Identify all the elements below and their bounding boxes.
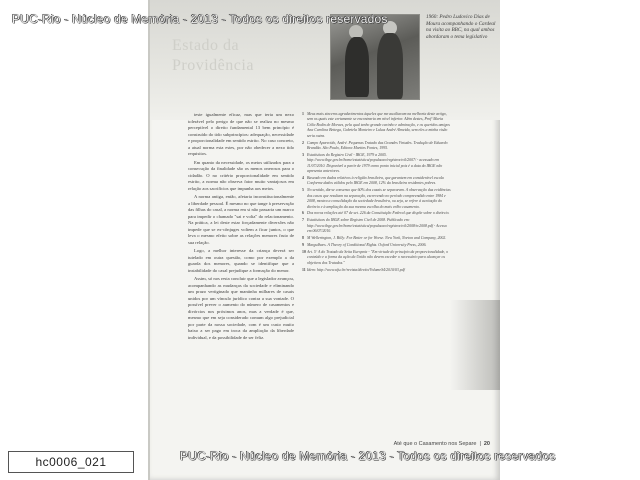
footnote: 1 Meus mais sinceros agradecimentos àqueles que me auxiliaram na melhoria deste artigo, sem os quais este certamente se encontraria em nível inferior. Além destes, Profª Maria Célia Bodin de Moraes, pela qual tenho grande carinho e admiração, e os queridos amigos Ana Carolina Bettega, Gabriela Monteiro e Lukas André Almeida, sem eles a minha visão seria outra. — [302, 112, 450, 138]
running-title: Até que o Casamento nos Separe — [393, 441, 477, 447]
paragraph: Logo, a melhor interesse da criança deverá ser tutelado em outra questão, como por exemplo a da guarda dos menores, quando se identifique que a instabilidade do casal prejudique a formação do menor. — [188, 248, 294, 273]
scanned-page — [150, 0, 500, 480]
document-code-label: hc0006_021 — [8, 451, 134, 473]
watermark-bottom: PUC-Rio - Núcleo de Memória - 2013 - Todos os direitos reservados — [180, 449, 556, 463]
paragraph: Em quanto da necessidade, os meios utilizados para a consecução da finalidade são os menos onerosos para o cidadão. O no critério proporcionalidade em sentido estrito, a norma não observa fator muito vantajosos em relação aos sacrifícios que impunha aos meios. — [188, 159, 294, 191]
page-footer: Até que o Casamento nos Separe | 20 — [393, 441, 490, 447]
historical-photo — [330, 14, 420, 100]
paragraph: A norma antiga, então, afetaria inconstitucionalmente a liberdade pessoal. É mesmo no que tange à preservação das filhas do casal, a norma em si não passaria um marco para impedir o chamado "sai e volta" do relacionamento. Na prática, a lei deste estar forçadamente diversões não impede que se ex-cônjuges voltem a ficar juntos, o que leva o mesmo efeito sobre as relações menores fruto de sua relação. — [188, 194, 294, 245]
footnote: 4 Baseado em dados relativos à religião brasileira, que garantem em considerável escala Conforme dados válidos pelo IBGE em 2008, 12% da brasileira residentes pobres. — [302, 175, 444, 186]
footnote: 9 Margulhaes. A Theory of Conditional Rights. Oxford University Press, 2006. — [302, 242, 427, 247]
footnote: 2 Campo Aparecido, André. Pequenas Tratado das Grandes Virtudes. Tradução de Eduardo Brandão. São Paulo, Editora Martins Fontes, 1995. — [302, 140, 448, 150]
footnote: 10 Art. 5º A do Tratado da Seita Europeia - "Em virtude do princípio da proporcionalidade, o conteúdo e a forma da ação da União não devem exceder o necessário para alcançar os objetivos dos Tratados." — [302, 249, 449, 265]
body-text-column — [188, 112, 294, 343]
footnote: 5 No sentido, diz-se consenso que 60% dos casais se separaram. A observação das evidências dos casos que resultam na separação, escrevendo no período compreendido entre 1984 e 2008, mostra a consolidação da sociedade brasileira, ou seja, se refere à aceitação do divórcio e à ampliação da sua mesma escolha do mais velho casamento. — [302, 188, 451, 209]
paragraph: Assim, só nos resta concluir que a legislador avançou, acompanhando as mudanças da sociedade e eliminando um prazo vertiginado que mantinha milhares de casais unidos por um vínculo jurídico contra a sua vontade. O possível prever o aumento do número de casamentos e divórcios nos próximos anos, mas a verdade é que, mesmo que em seja considerado comum algo prejudicial por parte da nossa sociedade, com é um custo muito baixo a ser pago em troca da ampliação da liberdade individual, e da possibilidade de ser feliz. — [188, 276, 294, 340]
footnote: 3 Estatísticas do Registro Civil - IBGE, 1979 a 2005. http://www.ibge.gov.br/home/estatistica/populacao/registrocivil/2007/ - acessado em 11/07/2010. Disponível a partir de 1979 como ponto inicial pois é a data do IBGE não apresenta anteriores. — [302, 152, 443, 174]
footnote: 6 Dos novos relações até 07 de set. 226 da Constituição Federal que dispõe sobre o divórcio. — [302, 211, 450, 216]
footnote: 7 Estatísticas do IBGE sobre Registro Civil de 2008. Publicado em: http://www.ibge.gov.br/home/estatistica/populacao/registrocivil/2008/rc2008.pdf - Acesso em 06/07/2010. — [302, 218, 447, 234]
header-heading: Estado da Providência — [172, 37, 254, 74]
page-number: 20 — [483, 441, 490, 447]
page-bleed-shadow — [450, 300, 500, 390]
paragraph: teste igualmente eficaz, mas que teria um nexo tolerável pelo perigo de que não se realiza no mesmo perceptível o direito fundamental 13 bem princípio é construído do tido subprincípios: adequação, necessidade e proporcionalidade em sentido estrito. No caso concreto, a atual norma esta estes, por não obedecer a nexo tido requisitos. — [188, 112, 294, 156]
watermark-top: PUC-Rio - Núcleo de Memória - 2013 - Todos os direitos reservados — [12, 12, 388, 26]
photo-caption: 1960: Pedro Ludovico Dias de Moura acompanhando o Cardeal na visita ao BBC, na qual ambos abordaram o tema legislativo — [426, 14, 496, 40]
footnote: 8 M Wellerington, J. Billy: For Better or for Worse. New York, Norton and Company, 2002. — [302, 236, 447, 241]
footnote: 11 Idem: http://www.ufsc.br/revista/direito/VolumeS4/2010/03.pdf — [302, 267, 405, 272]
footnotes-column — [302, 112, 452, 274]
